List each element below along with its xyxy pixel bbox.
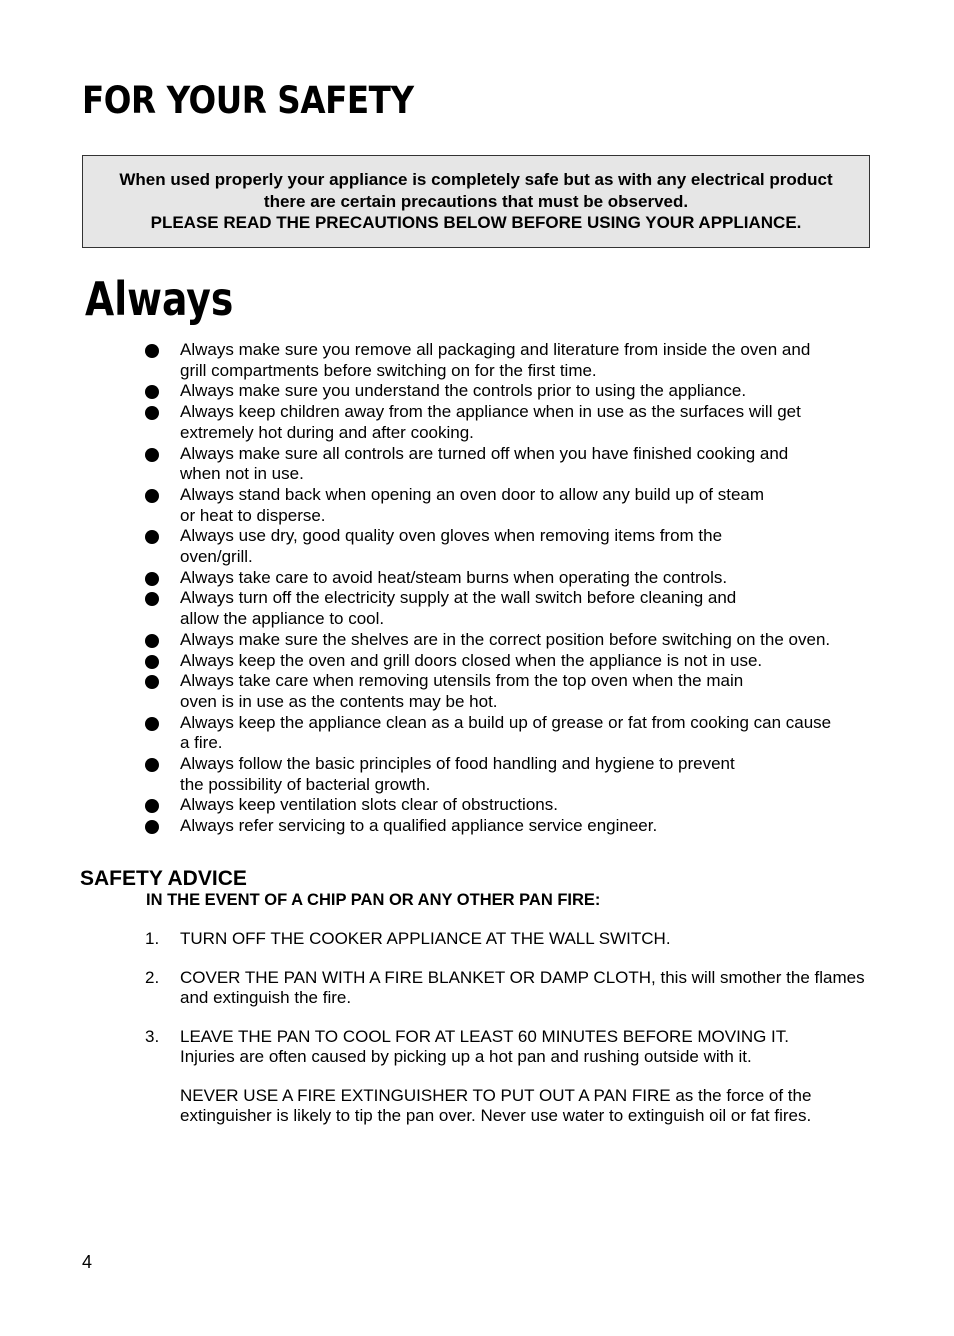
always-item-line: grill compartments before switching on for the first time. bbox=[180, 360, 597, 380]
always-list-item bbox=[0, 671, 954, 712]
always-item-line: Always make sure you understand the controls prior to using the appliance. bbox=[180, 381, 747, 401]
always-item-line: or heat to disperse. bbox=[180, 505, 326, 525]
always-item-line: Always turn off the electricity supply at the wall switch before cleaning and bbox=[180, 588, 737, 608]
step-text bbox=[180, 929, 671, 949]
step-line: COVER THE PAN WITH A FIRE BLANKET OR DAMP CLOTH, this will smother the flames bbox=[180, 968, 865, 987]
always-item-line: a fire. bbox=[180, 733, 223, 753]
notice-line: there are certain precautions that must be observed. bbox=[263, 191, 689, 211]
always-list-item bbox=[0, 713, 954, 754]
step-line: TURN OFF THE COOKER APPLIANCE AT THE WALL SWITCH. bbox=[180, 929, 671, 948]
always-list-item bbox=[0, 795, 954, 816]
always-item-line: oven is in use as the contents may be hot. bbox=[180, 691, 498, 711]
always-list-item bbox=[0, 381, 954, 402]
always-item-line: the possibility of bacterial growth. bbox=[180, 774, 431, 794]
always-list bbox=[0, 340, 954, 837]
bullet-icon bbox=[145, 758, 159, 772]
always-heading: Always bbox=[85, 272, 234, 326]
always-list-item bbox=[0, 568, 954, 589]
bullet-icon bbox=[145, 489, 159, 503]
always-item-line: Always keep children away from the appliance when in use as the surfaces will get bbox=[180, 402, 801, 422]
always-item-line: Always take care to avoid heat/steam burns when operating the controls. bbox=[180, 567, 728, 587]
always-item-line: oven/grill. bbox=[180, 547, 253, 567]
bullet-icon bbox=[145, 406, 159, 420]
step-number: 2. bbox=[145, 968, 160, 987]
always-item-line: Always make sure you remove all packaging and literature from inside the oven and bbox=[180, 340, 811, 359]
always-item-line: allow the appliance to cool. bbox=[180, 609, 385, 629]
step-line: Injuries are often caused by picking up a hot pan and rushing outside with it. bbox=[180, 1047, 752, 1066]
always-list-item bbox=[0, 651, 954, 672]
always-item-line: Always keep ventilation slots clear of obstructions. bbox=[180, 795, 558, 815]
step-number: 3. bbox=[145, 1027, 160, 1046]
always-list-item bbox=[0, 630, 954, 651]
always-list-item bbox=[0, 444, 954, 485]
always-item-line: Always make sure the shelves are in the correct position before switching on the oven. bbox=[180, 629, 831, 649]
always-item-line: Always stand back when opening an oven door to allow any build up of steam bbox=[180, 484, 765, 504]
always-item-line: Always take care when removing utensils from the top oven when the main bbox=[180, 671, 744, 691]
always-item-line: Always keep the oven and grill doors closed when the appliance is not in use. bbox=[180, 650, 763, 670]
page-title: FOR YOUR SAFETY bbox=[82, 79, 414, 122]
always-list-item bbox=[0, 340, 954, 381]
step-line: LEAVE THE PAN TO COOL FOR AT LEAST 60 MINUTES BEFORE MOVING IT. bbox=[180, 1027, 790, 1046]
step-line: and extinguish the fire. bbox=[180, 988, 352, 1007]
bullet-icon bbox=[145, 592, 159, 606]
step-text bbox=[180, 968, 865, 1008]
bullet-icon bbox=[145, 820, 159, 834]
always-item-line: when not in use. bbox=[180, 464, 304, 484]
warning-text bbox=[180, 1086, 811, 1126]
bullet-icon bbox=[145, 385, 159, 399]
always-list-item bbox=[0, 588, 954, 629]
notice-line: When used properly your appliance is completely safe but as with any electrical product bbox=[119, 170, 833, 190]
warning-line: NEVER USE A FIRE EXTINGUISHER TO PUT OUT A PAN FIRE as the force of the bbox=[180, 1086, 812, 1105]
bullet-icon bbox=[145, 344, 159, 358]
always-item-line: Always make sure all controls are turned off when you have finished cooking and bbox=[180, 443, 789, 463]
bullet-icon bbox=[145, 655, 159, 669]
pan-fire-subheading: IN THE EVENT OF A CHIP PAN OR ANY OTHER PAN FIRE: bbox=[146, 891, 601, 909]
bullet-icon bbox=[145, 448, 159, 462]
always-item-line: extremely hot during and after cooking. bbox=[180, 422, 474, 442]
bullet-icon bbox=[145, 634, 159, 648]
bullet-icon bbox=[145, 675, 159, 689]
always-list-item bbox=[0, 816, 954, 837]
step-number: 1. bbox=[145, 929, 160, 948]
bullet-icon bbox=[145, 572, 159, 586]
always-item-line: Always follow the basic principles of food handling and hygiene to prevent bbox=[180, 754, 735, 774]
always-item-line: Always keep the appliance clean as a build up of grease or fat from cooking can cause bbox=[180, 712, 832, 732]
always-list-item bbox=[0, 526, 954, 567]
always-item-line: Always use dry, good quality oven gloves when removing items from the bbox=[180, 526, 723, 546]
always-list-item bbox=[0, 402, 954, 443]
bullet-icon bbox=[145, 530, 159, 544]
warning-line: extinguisher is likely to tip the pan over. Never use water to extinguish oil or fat fires. bbox=[180, 1106, 812, 1125]
always-list-item bbox=[0, 754, 954, 795]
safety-notice-box bbox=[82, 155, 870, 248]
notice-line: PLEASE READ THE PRECAUTIONS BELOW BEFORE USING YOUR APPLIANCE. bbox=[150, 213, 802, 233]
bullet-icon bbox=[145, 799, 159, 813]
bullet-icon bbox=[145, 717, 159, 731]
step-text bbox=[180, 1027, 789, 1067]
page-number: 4 bbox=[82, 1252, 93, 1272]
always-list-item bbox=[0, 485, 954, 526]
always-item-line: Always refer servicing to a qualified appliance service engineer. bbox=[180, 816, 658, 836]
safety-advice-heading: SAFETY ADVICE bbox=[80, 867, 247, 890]
